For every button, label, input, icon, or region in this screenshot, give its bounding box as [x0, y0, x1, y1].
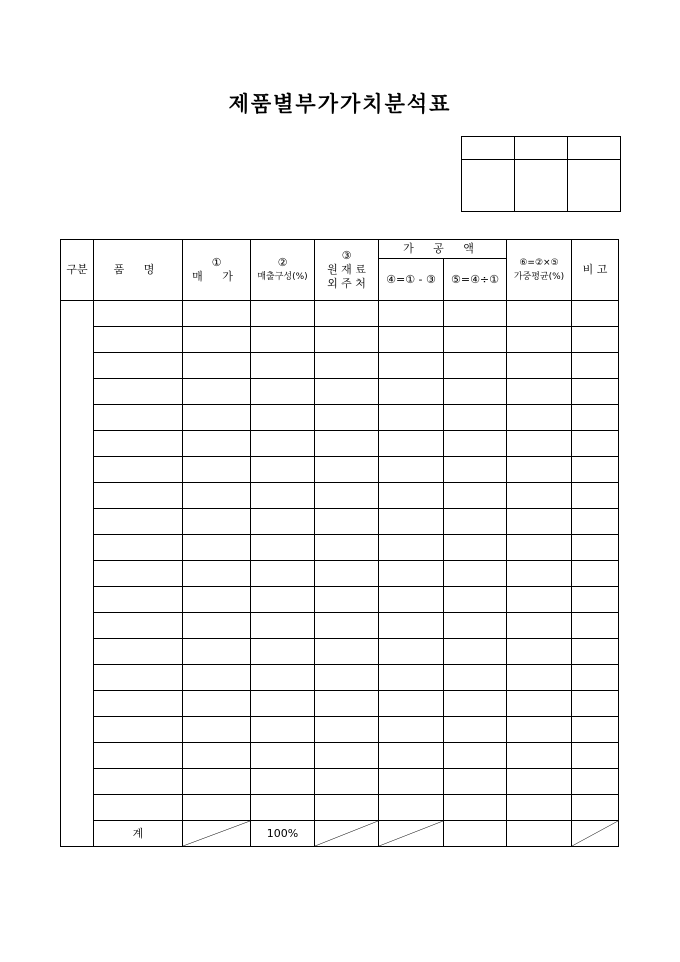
table-cell[interactable]	[444, 795, 507, 821]
table-cell[interactable]	[572, 379, 619, 405]
approval-sign-cell[interactable]	[462, 160, 515, 212]
gubun-cell[interactable]	[61, 301, 94, 847]
table-cell[interactable]	[315, 795, 379, 821]
total-col4-diagonal	[379, 821, 444, 847]
table-cell[interactable]	[572, 665, 619, 691]
approval-header-cell	[515, 137, 568, 160]
table-cell[interactable]	[315, 639, 379, 665]
table-cell[interactable]	[94, 327, 183, 353]
table-cell[interactable]	[183, 561, 251, 587]
table-cell[interactable]	[444, 301, 507, 327]
table-cell[interactable]	[572, 405, 619, 431]
table-cell[interactable]	[444, 639, 507, 665]
table-cell[interactable]	[507, 457, 572, 483]
table-cell[interactable]	[572, 327, 619, 353]
table-cell[interactable]	[183, 353, 251, 379]
table-cell[interactable]	[251, 509, 315, 535]
table-cell[interactable]	[183, 587, 251, 613]
table-cell[interactable]	[251, 769, 315, 795]
table-cell[interactable]	[183, 457, 251, 483]
table-cell[interactable]	[444, 665, 507, 691]
table-cell[interactable]	[315, 769, 379, 795]
table-cell[interactable]	[507, 405, 572, 431]
table-cell[interactable]	[379, 691, 444, 717]
table-cell[interactable]	[94, 431, 183, 457]
table-cell[interactable]	[444, 769, 507, 795]
table-cell[interactable]	[183, 743, 251, 769]
table-cell[interactable]	[94, 639, 183, 665]
diagonal-line-icon	[572, 821, 618, 846]
table-cell[interactable]	[94, 769, 183, 795]
table-cell[interactable]	[94, 743, 183, 769]
table-cell[interactable]	[315, 379, 379, 405]
header-processing-amount: 가 공 액	[379, 240, 507, 259]
table-cell[interactable]	[444, 587, 507, 613]
header-remarks: 비 고	[572, 240, 619, 301]
table-cell[interactable]	[379, 743, 444, 769]
table-cell[interactable]	[379, 769, 444, 795]
table-cell[interactable]	[315, 743, 379, 769]
table-cell[interactable]	[507, 535, 572, 561]
table-cell[interactable]	[251, 457, 315, 483]
table-cell[interactable]	[315, 717, 379, 743]
table-cell[interactable]	[315, 483, 379, 509]
table-cell[interactable]	[183, 639, 251, 665]
total-sales-diagonal	[183, 821, 251, 847]
table-cell[interactable]	[379, 717, 444, 743]
table-cell[interactable]	[444, 431, 507, 457]
header-col4: ④=① - ③	[379, 259, 444, 301]
table-cell[interactable]	[572, 561, 619, 587]
table-cell[interactable]	[94, 353, 183, 379]
total-raw-diagonal	[315, 821, 379, 847]
table-cell[interactable]	[315, 691, 379, 717]
table-cell[interactable]	[251, 587, 315, 613]
header-col5: ⑤=④÷①	[444, 259, 507, 301]
table-cell[interactable]	[251, 561, 315, 587]
table-cell[interactable]	[315, 535, 379, 561]
table-cell[interactable]	[444, 561, 507, 587]
table-cell[interactable]	[444, 509, 507, 535]
table-cell[interactable]	[572, 717, 619, 743]
table-cell[interactable]	[94, 691, 183, 717]
table-cell[interactable]	[507, 587, 572, 613]
table-cell[interactable]	[572, 431, 619, 457]
table-cell[interactable]	[315, 327, 379, 353]
table-cell[interactable]	[94, 665, 183, 691]
table-cell[interactable]	[251, 379, 315, 405]
value-added-table	[60, 239, 619, 847]
total-percent: 100%	[251, 821, 315, 847]
table-cell[interactable]	[379, 561, 444, 587]
table-cell[interactable]	[183, 613, 251, 639]
table-cell[interactable]	[183, 769, 251, 795]
table-cell[interactable]	[94, 613, 183, 639]
approval-sign-cell[interactable]	[515, 160, 568, 212]
table-cell[interactable]	[572, 743, 619, 769]
table-cell[interactable]	[507, 327, 572, 353]
table-cell[interactable]	[572, 587, 619, 613]
table-cell[interactable]	[379, 457, 444, 483]
table-cell[interactable]	[379, 431, 444, 457]
table-cell[interactable]	[183, 327, 251, 353]
table-cell[interactable]	[315, 561, 379, 587]
table-cell[interactable]	[379, 587, 444, 613]
table-cell[interactable]	[94, 561, 183, 587]
total-col5[interactable]	[444, 821, 507, 847]
table-cell[interactable]	[444, 483, 507, 509]
approval-sign-cell[interactable]	[568, 160, 621, 212]
header-sales-price: ① 매 가	[183, 240, 251, 301]
table-cell[interactable]	[315, 509, 379, 535]
table-cell[interactable]	[379, 639, 444, 665]
table-cell[interactable]	[251, 743, 315, 769]
header-sales-composition: ② 매출구성(%)	[251, 240, 315, 301]
table-cell[interactable]	[251, 353, 315, 379]
table-cell[interactable]	[379, 613, 444, 639]
table-cell[interactable]	[572, 639, 619, 665]
table-cell[interactable]	[183, 405, 251, 431]
table-cell[interactable]	[507, 743, 572, 769]
header-raw-materials: ③ 원 재 료 외 주 처	[315, 240, 379, 301]
table-cell[interactable]	[444, 691, 507, 717]
table-cell[interactable]	[251, 795, 315, 821]
table-cell[interactable]	[251, 431, 315, 457]
table-cell[interactable]	[251, 483, 315, 509]
table-cell[interactable]	[183, 379, 251, 405]
table-cell[interactable]	[379, 509, 444, 535]
table-cell[interactable]	[444, 353, 507, 379]
table-cell[interactable]	[94, 483, 183, 509]
table-cell[interactable]	[444, 535, 507, 561]
table-cell[interactable]	[183, 509, 251, 535]
table-cell[interactable]	[315, 587, 379, 613]
table-cell[interactable]	[572, 795, 619, 821]
table-cell[interactable]	[379, 795, 444, 821]
table-cell[interactable]	[572, 769, 619, 795]
table-cell[interactable]	[94, 301, 183, 327]
table-cell[interactable]	[251, 301, 315, 327]
table-cell[interactable]	[507, 353, 572, 379]
table-cell[interactable]	[183, 301, 251, 327]
table-cell[interactable]	[379, 301, 444, 327]
table-cell[interactable]	[379, 379, 444, 405]
table-cell[interactable]	[379, 665, 444, 691]
table-cell[interactable]	[507, 795, 572, 821]
table-cell[interactable]	[315, 665, 379, 691]
total-row	[61, 821, 619, 847]
table-cell[interactable]	[444, 379, 507, 405]
table-cell[interactable]	[94, 509, 183, 535]
diagonal-line-icon	[315, 821, 378, 846]
table-cell[interactable]	[94, 405, 183, 431]
table-cell[interactable]	[507, 379, 572, 405]
table-cell[interactable]	[315, 301, 379, 327]
table-cell[interactable]	[572, 613, 619, 639]
table-cell[interactable]	[507, 613, 572, 639]
table-cell[interactable]	[572, 301, 619, 327]
table-cell[interactable]	[183, 483, 251, 509]
header-gubun: 구분	[61, 240, 94, 301]
table-cell[interactable]	[379, 327, 444, 353]
table-cell[interactable]	[251, 535, 315, 561]
table-cell[interactable]	[94, 535, 183, 561]
table-cell[interactable]	[379, 405, 444, 431]
approval-header-cell	[568, 137, 621, 160]
diagonal-line-icon	[379, 821, 443, 846]
table-cell[interactable]	[444, 743, 507, 769]
table-cell[interactable]	[94, 587, 183, 613]
table-cell[interactable]	[315, 353, 379, 379]
table-cell[interactable]	[251, 717, 315, 743]
page-title: 제품별부가가치분석표	[228, 91, 452, 116]
table-cell[interactable]	[507, 431, 572, 457]
table-cell[interactable]	[572, 509, 619, 535]
diagonal-line-icon	[183, 821, 250, 846]
table-cell[interactable]	[507, 301, 572, 327]
approval-header-cell	[462, 137, 515, 160]
table-cell[interactable]	[183, 665, 251, 691]
table-cell[interactable]	[94, 379, 183, 405]
table-cell[interactable]	[444, 613, 507, 639]
table-cell[interactable]	[315, 613, 379, 639]
total-label: 계	[94, 821, 183, 847]
table-cell[interactable]	[507, 483, 572, 509]
table-cell[interactable]	[251, 691, 315, 717]
table-cell[interactable]	[507, 561, 572, 587]
table-cell[interactable]	[94, 457, 183, 483]
table-cell[interactable]	[94, 717, 183, 743]
table-cell[interactable]	[315, 405, 379, 431]
header-product-name: 품 명	[94, 240, 183, 301]
table-cell[interactable]	[183, 717, 251, 743]
table-cell[interactable]	[507, 665, 572, 691]
table-cell[interactable]	[507, 509, 572, 535]
table-cell[interactable]	[183, 795, 251, 821]
table-cell[interactable]	[444, 405, 507, 431]
table-cell[interactable]	[572, 353, 619, 379]
table-cell[interactable]	[379, 483, 444, 509]
table-cell[interactable]	[251, 639, 315, 665]
table-cell[interactable]	[251, 405, 315, 431]
table-cell[interactable]	[183, 535, 251, 561]
table-cell[interactable]	[379, 535, 444, 561]
table-cell[interactable]	[507, 769, 572, 795]
table-cell[interactable]	[444, 327, 507, 353]
table-cell[interactable]	[183, 691, 251, 717]
table-cell[interactable]	[94, 795, 183, 821]
total-col6[interactable]	[507, 821, 572, 847]
table-cell[interactable]	[572, 483, 619, 509]
table-cell[interactable]	[315, 431, 379, 457]
table-cell[interactable]	[251, 327, 315, 353]
table-cell[interactable]	[507, 639, 572, 665]
table-cell[interactable]	[444, 717, 507, 743]
table-cell[interactable]	[183, 431, 251, 457]
table-cell[interactable]	[444, 457, 507, 483]
table-cell[interactable]	[572, 457, 619, 483]
header-weighted-average: ⑥=②×⑤ 가중평균(%)	[507, 240, 572, 301]
table-cell[interactable]	[315, 457, 379, 483]
table-cell[interactable]	[507, 717, 572, 743]
table-cell[interactable]	[251, 665, 315, 691]
table-cell[interactable]	[507, 691, 572, 717]
table-cell[interactable]	[572, 691, 619, 717]
table-cell[interactable]	[251, 613, 315, 639]
table-cell[interactable]	[572, 535, 619, 561]
table-cell[interactable]	[379, 353, 444, 379]
approval-box	[461, 136, 621, 212]
total-remarks-diagonal	[572, 821, 619, 847]
